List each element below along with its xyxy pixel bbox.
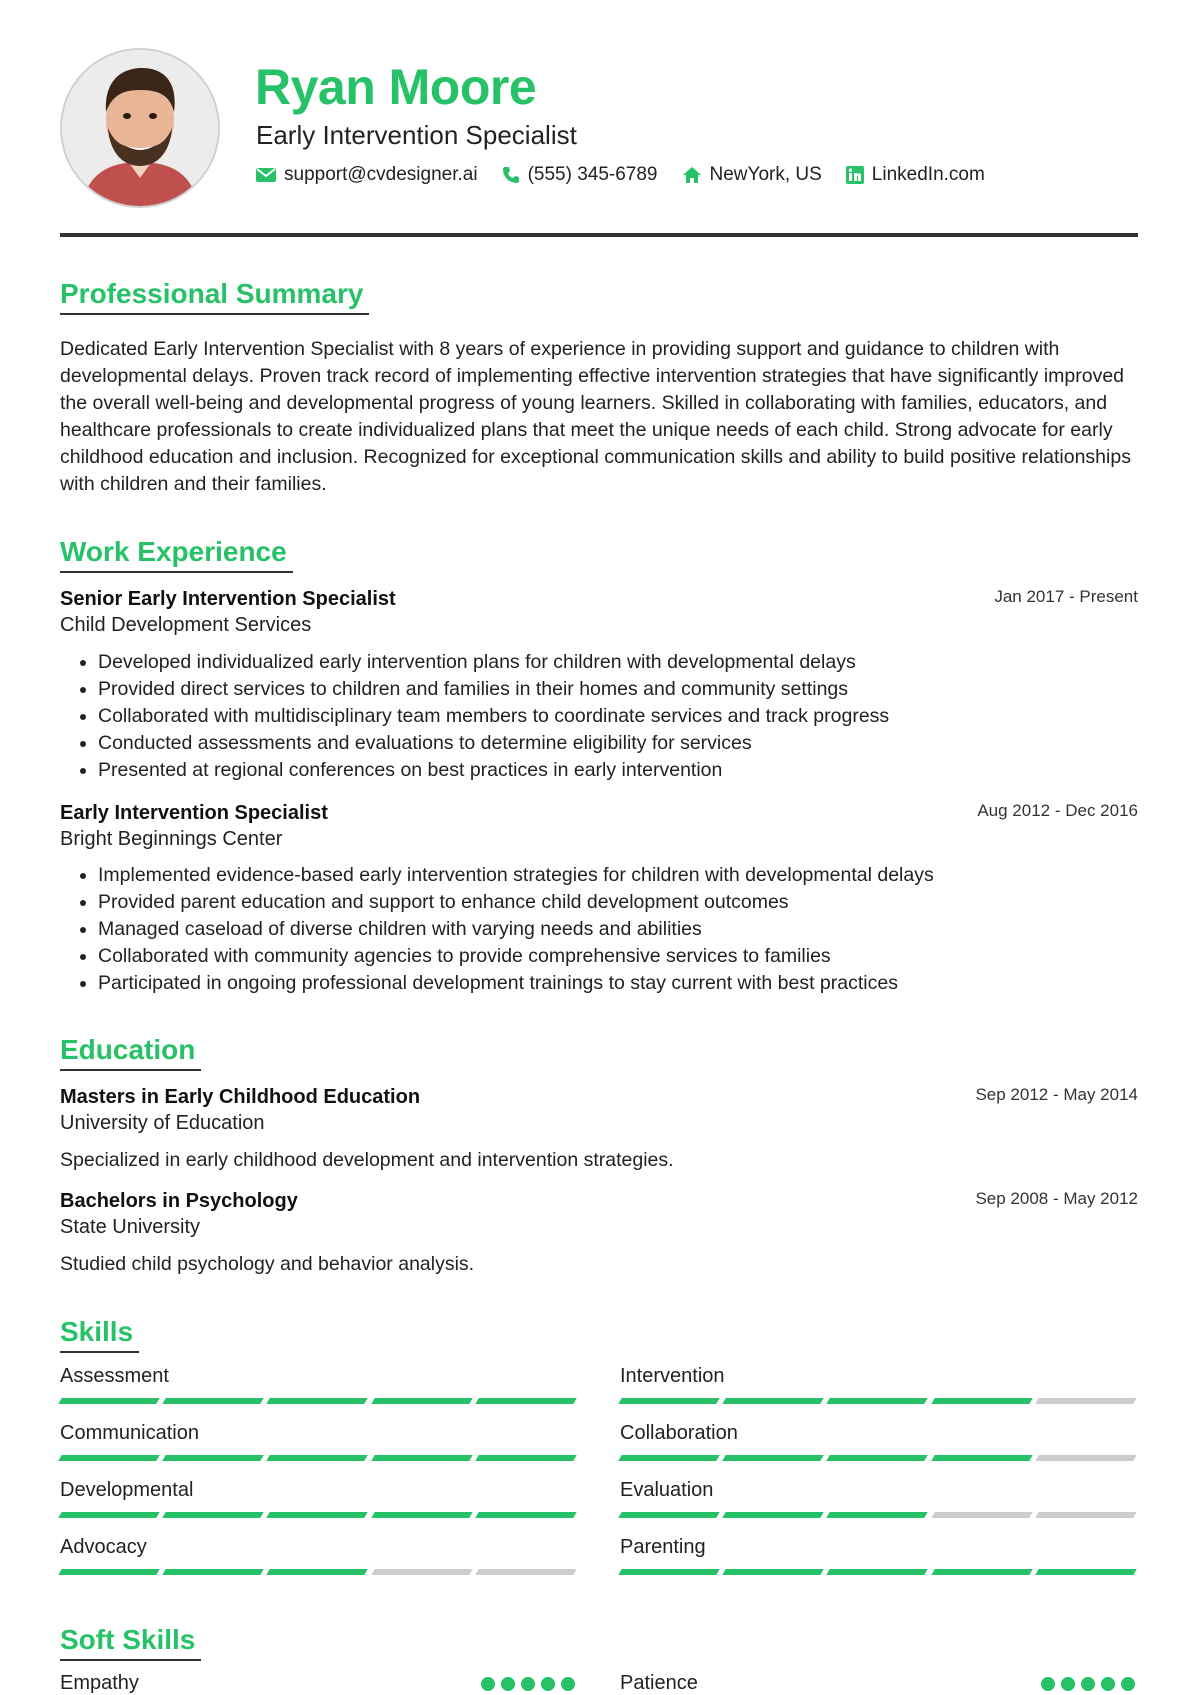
section-heading-summary: Professional Summary <box>60 278 369 315</box>
contact-linkedin[interactable] <box>846 164 985 186</box>
avatar <box>60 48 220 208</box>
phone-icon <box>502 166 520 184</box>
skill-level-segment <box>475 1512 577 1518</box>
contact-phone[interactable] <box>502 164 658 186</box>
skill-item <box>620 1536 1135 1575</box>
skill-level-segment <box>58 1512 160 1518</box>
section-heading-skills: Skills <box>60 1316 139 1353</box>
skill-name: Assessment <box>60 1365 169 1387</box>
skill-name: Parenting <box>620 1536 706 1558</box>
degree-title: Masters in Early Childhood Education <box>60 1086 421 1108</box>
skill-level-segment <box>722 1569 824 1575</box>
list-item: • Conducted assessments and evaluations to determine eligibility for services <box>98 730 889 757</box>
skill-level-segment <box>1035 1512 1137 1518</box>
contact-email[interactable] <box>256 164 478 186</box>
skill-level-segment <box>827 1512 929 1518</box>
skill-item <box>620 1365 1135 1404</box>
skill-level-segment <box>618 1398 720 1404</box>
skill-level-segment <box>827 1569 929 1575</box>
skill-level-segment <box>162 1569 264 1575</box>
home-icon <box>682 166 702 184</box>
skill-level-segment <box>1035 1455 1137 1461</box>
education-description: Specialized in early childhood development and intervention strategies. <box>60 1149 674 1171</box>
school-name: State University <box>60 1216 201 1238</box>
linkedin-icon <box>846 166 864 184</box>
skill-level-segment <box>722 1512 824 1518</box>
section-heading-soft-skills: Soft Skills <box>60 1624 201 1661</box>
skill-level-segment <box>267 1569 369 1575</box>
linkedin-text: LinkedIn.com <box>871 164 985 185</box>
list-item: • Collaborated with multidisciplinary team members to coordinate services and track progress <box>98 703 889 730</box>
job-company: Child Development Services <box>60 614 312 636</box>
skill-level-segment <box>371 1512 473 1518</box>
job-bullet-list <box>60 862 934 997</box>
skill-name: Intervention <box>620 1365 725 1387</box>
contact-list <box>256 164 985 186</box>
skill-level-segment <box>371 1569 473 1575</box>
skill-level-bar <box>620 1398 1135 1404</box>
skill-level-bar <box>620 1455 1135 1461</box>
job-bullet-list <box>60 649 889 784</box>
skill-item <box>60 1422 575 1461</box>
skill-level-bar <box>620 1569 1135 1575</box>
skill-item <box>620 1422 1135 1461</box>
skill-level-bar <box>620 1512 1135 1518</box>
candidate-name: Ryan Moore <box>255 59 537 115</box>
job-dates: Aug 2012 - Dec 2016 <box>977 801 1138 820</box>
skill-level-segment <box>931 1398 1033 1404</box>
section-heading-education: Education <box>60 1034 201 1071</box>
skill-level-segment <box>931 1569 1033 1575</box>
location-text: NewYork, US <box>709 164 822 185</box>
skill-level-segment <box>371 1398 473 1404</box>
skill-level-segment <box>58 1455 160 1461</box>
skill-level-segment <box>475 1569 577 1575</box>
skill-level-segment <box>58 1569 160 1575</box>
skill-level-segment <box>267 1455 369 1461</box>
skill-level-segment <box>827 1455 929 1461</box>
contact-location <box>682 164 822 186</box>
education-description: Studied child psychology and behavior analysis. <box>60 1253 475 1275</box>
skill-name: Developmental <box>60 1479 194 1501</box>
skill-level-segment <box>475 1398 577 1404</box>
candidate-title: Early Intervention Specialist <box>256 120 577 150</box>
skill-level-bar <box>60 1455 575 1461</box>
skill-level-segment <box>618 1455 720 1461</box>
list-item: • Provided direct services to children and families in their homes and community settings <box>98 676 889 703</box>
envelope-icon <box>256 167 276 183</box>
job-dates: Jan 2017 - Present <box>994 587 1138 606</box>
list-item: • Presented at regional conferences on best practices in early intervention <box>98 757 889 784</box>
list-item: • Collaborated with community agencies to provide comprehensive services to families <box>98 943 934 970</box>
section-heading-experience: Work Experience <box>60 536 293 573</box>
skill-level-segment <box>162 1512 264 1518</box>
skill-item <box>60 1365 575 1404</box>
soft-skill-name: Patience <box>620 1672 698 1694</box>
skill-level-segment <box>267 1512 369 1518</box>
skill-item <box>60 1479 575 1518</box>
skill-name: Evaluation <box>620 1479 714 1501</box>
skill-level-segment <box>475 1455 577 1461</box>
list-item: • Managed caseload of diverse children with varying needs and abilities <box>98 916 934 943</box>
skill-level-segment <box>162 1455 264 1461</box>
skill-level-segment <box>371 1455 473 1461</box>
skill-level-segment <box>58 1398 160 1404</box>
soft-skill-name: Empathy <box>60 1672 139 1694</box>
skill-level-segment <box>722 1398 824 1404</box>
skill-level-segment <box>162 1398 264 1404</box>
skill-level-segment <box>1035 1569 1137 1575</box>
skill-level-segment <box>267 1398 369 1404</box>
skill-level-segment <box>931 1512 1033 1518</box>
skill-level-segment <box>618 1569 720 1575</box>
summary-text: Dedicated Early Intervention Specialist with 8 years of experience in providing support and guidance to children with developmental delays. Proven track record of implementing effective intervention strategies that have significantly improved the overall well-being and developmental progress of young learners. Skilled in collaborating with families, educators, and healthcare professionals to create individualized plans that meet the unique needs of each child. Strong advocate for early childhood education and inclusion. Recognized for exceptional communication skills and ability to build positive relationships with children and their families. <box>60 338 1131 495</box>
skill-name: Advocacy <box>60 1536 147 1558</box>
skill-level-segment <box>1035 1398 1137 1404</box>
skill-level-segment <box>722 1455 824 1461</box>
skill-level-bar <box>60 1569 575 1575</box>
email-text: support@cvdesigner.ai <box>284 164 478 185</box>
skill-level-segment <box>827 1398 929 1404</box>
list-item: • Participated in ongoing professional development trainings to stay current with best practices <box>98 970 934 997</box>
education-dates: Sep 2008 - May 2012 <box>975 1189 1138 1208</box>
list-item: • Provided parent education and support to enhance child development outcomes <box>98 889 934 916</box>
phone-text: (555) 345-6789 <box>527 164 658 185</box>
job-company: Bright Beginnings Center <box>60 828 283 850</box>
skill-level-segment <box>618 1512 720 1518</box>
skill-level-bar <box>60 1398 575 1404</box>
job-title: Senior Early Intervention Specialist <box>60 588 396 610</box>
list-item: • Implemented evidence-based early intervention strategies for children with developmental delays <box>98 862 934 889</box>
skill-name: Collaboration <box>620 1422 738 1444</box>
degree-title: Bachelors in Psychology <box>60 1190 298 1212</box>
school-name: University of Education <box>60 1112 265 1134</box>
job-title: Early Intervention Specialist <box>60 802 328 824</box>
skill-level-segment <box>931 1455 1033 1461</box>
skill-item <box>620 1479 1135 1518</box>
skill-name: Communication <box>60 1422 199 1444</box>
list-item: • Developed individualized early intervention plans for children with developmental delays <box>98 649 889 676</box>
skill-item <box>60 1536 575 1575</box>
skill-level-bar <box>60 1512 575 1518</box>
education-dates: Sep 2012 - May 2014 <box>975 1085 1138 1104</box>
resume-header <box>60 48 1138 237</box>
